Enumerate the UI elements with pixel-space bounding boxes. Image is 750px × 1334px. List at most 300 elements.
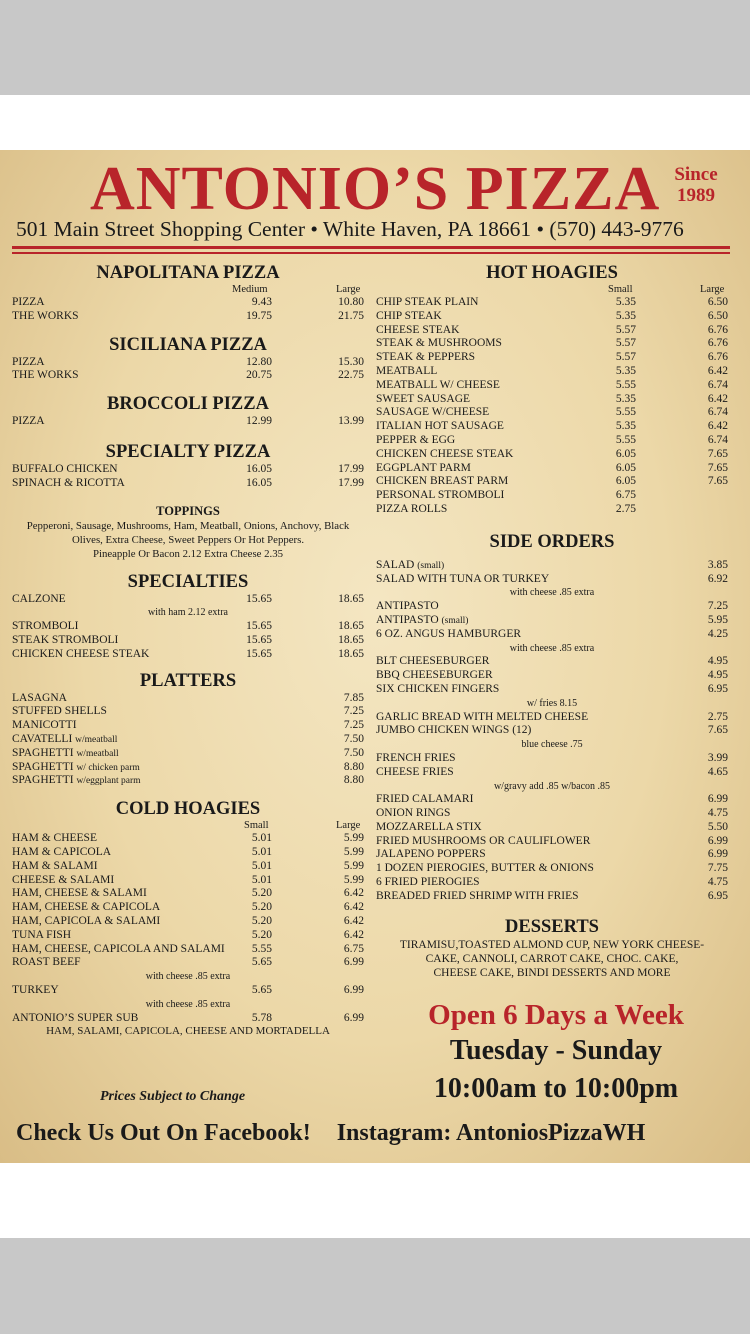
item-note: blue cheese .75 bbox=[521, 739, 583, 751]
item-price-small: 19.75 bbox=[246, 309, 272, 322]
menu-item-calzone bbox=[12, 593, 364, 607]
item-price-large: 17.99 bbox=[338, 476, 364, 489]
item-price-small: 5.57 bbox=[615, 323, 636, 336]
item-name: EGGPLANT PARM bbox=[376, 461, 471, 474]
item-name: CHICKEN BREAST PARM bbox=[376, 475, 509, 488]
item-price-large: 7.65 bbox=[707, 461, 728, 474]
section-title-hot-hoagies: HOT HOAGIES bbox=[486, 263, 618, 283]
size-label-large: Large bbox=[336, 284, 361, 295]
item-price-small: 5.55 bbox=[615, 406, 636, 419]
item-name-text: ANTIPASTO bbox=[376, 600, 439, 613]
top-gray-bar bbox=[0, 0, 750, 95]
menu-item bbox=[12, 929, 364, 943]
menu-item bbox=[376, 420, 728, 434]
item-name-text: SPAGHETTI bbox=[12, 760, 74, 773]
item-name bbox=[376, 724, 531, 739]
item-price: 8.80 bbox=[343, 774, 364, 787]
bottom-gray-bar bbox=[0, 1238, 750, 1334]
menu-item bbox=[12, 463, 364, 477]
item-price-large: 6.42 bbox=[343, 887, 364, 900]
menu-item bbox=[12, 846, 364, 860]
item-name bbox=[376, 835, 590, 850]
prices-subject-note: Prices Subject to Change bbox=[100, 1089, 246, 1104]
header-rule-thick bbox=[12, 246, 730, 249]
item-name: PEPPER & EGG bbox=[376, 433, 456, 446]
section-title-specialty-pizza: SPECIALTY PIZZA bbox=[105, 441, 271, 462]
menu-item bbox=[12, 356, 364, 370]
item-price-small: 6.05 bbox=[615, 475, 636, 488]
item-size: (small) bbox=[417, 560, 445, 571]
item-price: 6.92 bbox=[707, 572, 728, 585]
item-name-text: JALAPENO POPPERS bbox=[376, 848, 486, 861]
item-name: SAUSAGE W/CHEESE bbox=[376, 406, 490, 419]
item-price-small: 5.35 bbox=[615, 309, 636, 322]
item-name bbox=[376, 876, 480, 891]
item-name-text: LASAGNA bbox=[12, 691, 67, 704]
item-price: 6.99 bbox=[707, 848, 728, 861]
size-label-small: Small bbox=[608, 284, 633, 295]
menu-item bbox=[376, 406, 728, 420]
menu-item bbox=[376, 628, 728, 642]
menu-item bbox=[376, 379, 728, 393]
item-price: 2.75 bbox=[707, 710, 728, 723]
menu-item bbox=[376, 766, 728, 780]
menu-item bbox=[376, 862, 728, 876]
item-name bbox=[376, 559, 444, 574]
item-price: 6.95 bbox=[707, 682, 728, 695]
item-name: PERSONAL STROMBOLI bbox=[376, 489, 505, 502]
item-price: 7.25 bbox=[343, 719, 364, 732]
napolitana-items bbox=[12, 296, 364, 324]
item-name: STEAK & MUSHROOMS bbox=[376, 337, 502, 350]
item-name-text: 1 DOZEN PIEROGIES, BUTTER & ONIONS bbox=[376, 862, 594, 875]
item-price-large: 6.74 bbox=[707, 406, 728, 419]
item-name: PIZZA bbox=[12, 415, 45, 428]
item-name-text: ONION RINGS bbox=[376, 807, 451, 820]
item-name bbox=[12, 747, 119, 762]
roast-beef-note: with cheese .85 extra bbox=[145, 971, 231, 983]
item-price-small: 6.05 bbox=[615, 461, 636, 474]
item-name: ROAST BEEF bbox=[12, 956, 81, 969]
menu-item bbox=[12, 296, 364, 310]
menu-item bbox=[376, 324, 728, 338]
item-price: 4.95 bbox=[707, 669, 728, 682]
item-price: 4.75 bbox=[707, 807, 728, 820]
item-name: CHICKEN CHEESE STEAK bbox=[12, 647, 150, 660]
toppings-line-2: Olives, Extra Cheese, Sweet Peppers Or Hot Peppers. bbox=[71, 533, 305, 546]
menu-item bbox=[376, 807, 728, 821]
menu-item bbox=[376, 448, 728, 462]
item-price-small: 12.99 bbox=[246, 415, 272, 428]
menu-item bbox=[376, 655, 728, 669]
item-name: CHEESE & SALAMI bbox=[12, 873, 115, 886]
item-price: 7.50 bbox=[343, 746, 364, 759]
menu-item bbox=[376, 669, 728, 683]
item-price-large: 6.76 bbox=[707, 351, 728, 364]
menu-item bbox=[12, 874, 364, 888]
item-price-large: 6.99 bbox=[343, 983, 364, 996]
menu-item bbox=[376, 724, 728, 738]
menu-item bbox=[376, 296, 728, 310]
item-price-small: 12.80 bbox=[246, 355, 272, 368]
item-price-large: 6.99 bbox=[343, 956, 364, 969]
menu-item bbox=[376, 559, 728, 573]
item-name-text: JUMBO CHICKEN WINGS (12) bbox=[376, 724, 532, 737]
item-price-small: 5.78 bbox=[251, 1011, 272, 1024]
item-price: 6.95 bbox=[707, 889, 728, 902]
footer-social bbox=[16, 1118, 645, 1148]
item-name-text: CHEESE FRIES bbox=[376, 765, 454, 778]
item-price: 8.80 bbox=[343, 760, 364, 773]
hot-hoagies-size-header bbox=[376, 284, 728, 296]
item-price-small: 5.65 bbox=[251, 956, 272, 969]
item-name-text: STUFFED SHELLS bbox=[12, 705, 107, 718]
left-column bbox=[12, 262, 364, 1039]
item-name-text: GARLIC BREAD WITH MELTED CHEESE bbox=[376, 710, 589, 723]
section-title-specialties: SPECIALTIES bbox=[127, 571, 249, 592]
section-title-broccoli: BROCCOLI PIZZA bbox=[107, 394, 269, 415]
specialty-pizza-items bbox=[12, 463, 364, 491]
since-year: 1989 bbox=[677, 185, 715, 206]
item-name bbox=[12, 705, 107, 720]
item-name-text: MOZZARELLA STIX bbox=[376, 820, 482, 833]
turkey-note: with cheese .85 extra bbox=[145, 998, 231, 1010]
menu-item bbox=[376, 365, 728, 379]
item-price-small: 5.55 bbox=[615, 433, 636, 446]
item-name: ITALIAN HOT SAUSAGE bbox=[376, 420, 504, 433]
item-name: HAM & CAPICOLA bbox=[12, 845, 112, 858]
menu-item bbox=[12, 719, 364, 733]
since-label: Since bbox=[674, 164, 718, 185]
item-name: MEATBALL bbox=[376, 364, 438, 377]
specialties-items bbox=[12, 620, 364, 661]
item-name bbox=[376, 752, 456, 767]
open-hours-range: 10:00am to 10:00pm bbox=[433, 1073, 679, 1104]
item-price-small: 5.57 bbox=[615, 351, 636, 364]
menu-item bbox=[376, 876, 728, 890]
item-name-text: BLT CHEESEBURGER bbox=[376, 655, 490, 668]
section-title-side-orders: SIDE ORDERS bbox=[489, 531, 615, 552]
item-price-large: 6.42 bbox=[343, 901, 364, 914]
item-price: 7.25 bbox=[707, 600, 728, 613]
section-title-napolitana: NAPOLITANA PIZZA bbox=[96, 263, 280, 283]
menu-item bbox=[12, 774, 364, 788]
item-price-large: 5.99 bbox=[343, 832, 364, 845]
item-price-large: 18.65 bbox=[338, 620, 364, 633]
item-name: TURKEY bbox=[12, 983, 59, 996]
item-name: HAM, CHEESE & CAPICOLA bbox=[12, 901, 161, 914]
toppings-line-1: Pepperoni, Sausage, Mushrooms, Ham, Meatball, Onions, Anchovy, Black bbox=[26, 519, 350, 532]
item-price: 3.99 bbox=[707, 751, 728, 764]
menu-item bbox=[12, 634, 364, 648]
item-price-large: 6.74 bbox=[707, 378, 728, 391]
section-title-cold-hoagies: COLD HOAGIES bbox=[115, 799, 261, 820]
item-name: PIZZA ROLLS bbox=[376, 502, 448, 515]
item-price-small: 5.20 bbox=[251, 914, 272, 927]
item-price-large: 7.65 bbox=[707, 475, 728, 488]
item-price-small: 5.20 bbox=[251, 928, 272, 941]
platters-items bbox=[12, 692, 364, 789]
item-name: CHEESE STEAK bbox=[376, 323, 460, 336]
item-price-small: 5.35 bbox=[615, 296, 636, 308]
item-name-text: ANTIPASTO bbox=[376, 613, 439, 626]
menu-item bbox=[12, 747, 364, 761]
item-name bbox=[376, 890, 579, 905]
item-price-small: 5.55 bbox=[251, 942, 272, 955]
menu-item bbox=[376, 393, 728, 407]
hot-hoagies-items bbox=[376, 296, 728, 517]
item-price-large: 6.42 bbox=[343, 928, 364, 941]
menu-item bbox=[376, 683, 728, 697]
item-name: HAM & SALAMI bbox=[12, 859, 98, 872]
item-name: MEATBALL W/ CHEESE bbox=[376, 378, 500, 391]
item-name: HAM, CHEESE & SALAMI bbox=[12, 887, 147, 900]
item-price-small: 5.20 bbox=[251, 887, 272, 900]
item-name bbox=[12, 733, 117, 748]
menu-item bbox=[376, 793, 728, 807]
item-name-text: MANICOTTI bbox=[12, 719, 77, 732]
item-name: CHIP STEAK PLAIN bbox=[376, 296, 479, 308]
item-price-large: 6.42 bbox=[707, 364, 728, 377]
item-name: STEAK STROMBOLI bbox=[12, 633, 119, 646]
item-name-text: FRIED MUSHROOMS OR CAULIFLOWER bbox=[376, 834, 591, 847]
item-price: 7.85 bbox=[343, 691, 364, 704]
item-price-large: 6.50 bbox=[707, 296, 728, 308]
item-price-small: 16.05 bbox=[246, 476, 272, 489]
item-name bbox=[376, 628, 521, 643]
item-price-small: 2.75 bbox=[615, 502, 636, 515]
menu-item bbox=[376, 600, 728, 614]
menu-item bbox=[12, 620, 364, 634]
item-name-text: 6 OZ. ANGUS HAMBURGER bbox=[376, 627, 522, 640]
item-price-small: 5.01 bbox=[251, 873, 272, 886]
menu-item-super-sub bbox=[12, 1012, 364, 1026]
item-price-small: 5.01 bbox=[251, 859, 272, 872]
item-name-text: FRIED CALAMARI bbox=[376, 793, 474, 806]
menu-item bbox=[12, 860, 364, 874]
item-price-large: 22.75 bbox=[338, 369, 364, 382]
item-name bbox=[376, 655, 489, 670]
item-price-large: 6.42 bbox=[343, 914, 364, 927]
item-price: 4.75 bbox=[707, 876, 728, 889]
item-name: BUFFALO CHICKEN bbox=[12, 462, 118, 475]
item-price-small: 6.05 bbox=[615, 447, 636, 460]
item-name: STROMBOLI bbox=[12, 620, 79, 633]
bottom-white-margin bbox=[0, 1163, 750, 1238]
address-line: 501 Main Street Shopping Center • White Haven, PA 18661 • (570) 443-9776 bbox=[16, 217, 684, 241]
menu-item bbox=[376, 890, 728, 904]
item-name-text: CAVATELLI bbox=[12, 732, 73, 745]
item-name: HAM, CAPICOLA & SALAMI bbox=[12, 914, 161, 927]
item-price-small: 15.65 bbox=[246, 633, 272, 646]
item-name bbox=[376, 683, 499, 698]
menu-image bbox=[0, 150, 750, 1163]
right-column bbox=[376, 262, 728, 980]
item-name: HAM & CHEESE bbox=[12, 832, 97, 845]
item-name: CHIP STEAK bbox=[376, 309, 442, 322]
napolitana-size-header bbox=[12, 284, 364, 296]
size-label-large: Large bbox=[700, 284, 725, 295]
item-price-large: 10.80 bbox=[338, 296, 364, 308]
top-white-margin bbox=[0, 95, 750, 150]
item-name: CALZONE bbox=[12, 592, 66, 605]
item-name: THE WORKS bbox=[12, 309, 79, 322]
item-note: w/gravy add .85 w/bacon .85 bbox=[493, 780, 611, 792]
item-price-large: 17.99 bbox=[338, 462, 364, 475]
item-price-small: 5.20 bbox=[251, 901, 272, 914]
hours-block bbox=[376, 998, 736, 1108]
size-label-medium: Medium bbox=[232, 284, 268, 295]
item-price-large: 5.99 bbox=[343, 859, 364, 872]
desserts-line-2: CAKE, CANNOLI, CARROT CAKE, CHOC. CAKE, bbox=[425, 952, 679, 965]
menu-item bbox=[12, 733, 364, 747]
item-name bbox=[376, 573, 549, 588]
item-name-text: FRENCH FRIES bbox=[376, 751, 456, 764]
item-price-small: 5.01 bbox=[251, 845, 272, 858]
item-name: HAM, CHEESE, CAPICOLA AND SALAMI bbox=[12, 942, 225, 955]
item-modifier: w/meatball bbox=[75, 734, 118, 745]
item-price-large: 6.42 bbox=[707, 420, 728, 433]
item-name: SPINACH & RICOTTA bbox=[12, 476, 125, 489]
item-price: 5.50 bbox=[707, 820, 728, 833]
item-price-large: 13.99 bbox=[338, 415, 364, 428]
item-price-small: 5.35 bbox=[615, 392, 636, 405]
item-note: with cheese .85 extra bbox=[509, 642, 595, 654]
item-price: 7.65 bbox=[707, 724, 728, 737]
item-price: 7.25 bbox=[343, 705, 364, 718]
item-name bbox=[376, 848, 486, 863]
menu-item bbox=[12, 761, 364, 775]
menu-item bbox=[376, 434, 728, 448]
item-name bbox=[12, 692, 67, 707]
item-price-large: 6.76 bbox=[707, 323, 728, 336]
siciliana-items bbox=[12, 356, 364, 384]
cold-hoagies-size-header bbox=[12, 820, 364, 832]
menu-item bbox=[12, 901, 364, 915]
menu-item bbox=[376, 835, 728, 849]
item-name: PIZZA bbox=[12, 296, 45, 308]
side-orders-items bbox=[376, 559, 728, 904]
item-name bbox=[12, 774, 141, 789]
menu-item bbox=[376, 573, 728, 587]
menu-item bbox=[12, 832, 364, 846]
cold-hoagies-items bbox=[12, 832, 364, 970]
item-name-text: SPAGHETTI bbox=[12, 774, 74, 787]
item-name-text: SALAD WITH TUNA OR TURKEY bbox=[376, 572, 550, 585]
item-note: w/ fries 8.15 bbox=[526, 697, 578, 709]
open-days-range: Tuesday - Sunday bbox=[449, 1035, 663, 1066]
item-modifier: w/eggplant parm bbox=[76, 776, 141, 787]
item-price-small: 5.65 bbox=[251, 983, 272, 996]
item-name-text: BREADED FRIED SHRIMP WITH FRIES bbox=[376, 889, 579, 902]
item-name bbox=[376, 821, 482, 836]
item-price: 4.25 bbox=[707, 627, 728, 640]
menu-item bbox=[376, 475, 728, 489]
menu-item bbox=[12, 415, 364, 429]
item-name: CHICKEN CHEESE STEAK bbox=[376, 447, 514, 460]
menu-item bbox=[12, 692, 364, 706]
item-price-large: 6.99 bbox=[343, 1011, 364, 1024]
toppings-title: TOPPINGS bbox=[156, 503, 220, 518]
item-price: 7.50 bbox=[343, 732, 364, 745]
item-price-large: 18.65 bbox=[338, 633, 364, 646]
broccoli-items bbox=[12, 415, 364, 429]
item-price-medium: 15.65 bbox=[246, 592, 272, 605]
item-price: 4.65 bbox=[707, 765, 728, 778]
item-price: 4.95 bbox=[707, 655, 728, 668]
item-price-small: 16.05 bbox=[246, 462, 272, 475]
item-name-text: SALAD bbox=[376, 558, 415, 571]
item-name: ANTONIO’S SUPER SUB bbox=[12, 1011, 139, 1024]
menu-item bbox=[376, 503, 728, 517]
item-price-large: 21.75 bbox=[338, 309, 364, 322]
section-title-desserts: DESSERTS bbox=[505, 916, 599, 937]
item-price-small: 15.65 bbox=[246, 620, 272, 633]
menu-item bbox=[12, 310, 364, 324]
super-sub-description: HAM, SALAMI, CAPICOLA, CHEESE AND MORTADELLA bbox=[46, 1025, 330, 1038]
item-price-large: 6.42 bbox=[707, 392, 728, 405]
menu-item bbox=[12, 477, 364, 491]
item-price-small: 5.35 bbox=[615, 420, 636, 433]
menu-item bbox=[12, 887, 364, 901]
item-price: 6.99 bbox=[707, 793, 728, 806]
menu-item bbox=[12, 943, 364, 957]
instagram-handle: Instagram: AntoniosPizzaWH bbox=[336, 1120, 646, 1146]
item-price-large: 6.74 bbox=[707, 433, 728, 446]
item-name bbox=[376, 807, 450, 822]
item-name: TUNA FISH bbox=[12, 928, 72, 941]
menu-item bbox=[376, 489, 728, 503]
facebook-callout: Check Us Out On Facebook! bbox=[16, 1120, 311, 1146]
section-title-platters: PLATTERS bbox=[139, 670, 237, 691]
menu-item bbox=[12, 705, 364, 719]
item-modifier: w/ chicken parm bbox=[76, 762, 140, 773]
open-days-heading: Open 6 Days a Week bbox=[428, 999, 684, 1031]
item-name: STEAK & PEPPERS bbox=[376, 351, 476, 364]
menu-item bbox=[12, 369, 364, 383]
item-price-small: 20.75 bbox=[246, 369, 272, 382]
item-price-large: 5.99 bbox=[343, 873, 364, 886]
since-badge bbox=[666, 164, 726, 206]
item-price: 6.99 bbox=[707, 834, 728, 847]
desserts-line-1: TIRAMISU,TOASTED ALMOND CUP, NEW YORK CHEESE- bbox=[399, 938, 705, 951]
item-price-small: 5.55 bbox=[615, 378, 636, 391]
item-price-small: 6.75 bbox=[615, 489, 636, 502]
item-name-text: SPAGHETTI bbox=[12, 746, 74, 759]
menu-item bbox=[376, 711, 728, 725]
item-price-small: 15.65 bbox=[246, 647, 272, 660]
item-name: PIZZA bbox=[12, 355, 45, 368]
item-name bbox=[12, 761, 140, 776]
item-name-text: SIX CHICKEN FINGERS bbox=[376, 682, 500, 695]
menu-item bbox=[376, 752, 728, 766]
item-name bbox=[12, 719, 77, 734]
item-price-small: 5.35 bbox=[615, 364, 636, 377]
menu-item bbox=[376, 310, 728, 324]
item-name bbox=[376, 793, 473, 808]
item-name: THE WORKS bbox=[12, 369, 79, 382]
item-price: 3.85 bbox=[707, 558, 728, 571]
item-price: 5.95 bbox=[707, 613, 728, 626]
menu-item-turkey bbox=[12, 984, 364, 998]
size-label-small: Small bbox=[244, 820, 269, 832]
item-name bbox=[376, 600, 439, 615]
item-price-small: 5.01 bbox=[251, 832, 272, 845]
toppings-line-3: Pineapple Or Bacon 2.12 Extra Cheese 2.35 bbox=[92, 547, 284, 560]
item-name bbox=[376, 711, 588, 726]
restaurant-title: ANTONIO’S PIZZA bbox=[90, 155, 661, 223]
item-note: with cheese .85 extra bbox=[509, 587, 595, 599]
